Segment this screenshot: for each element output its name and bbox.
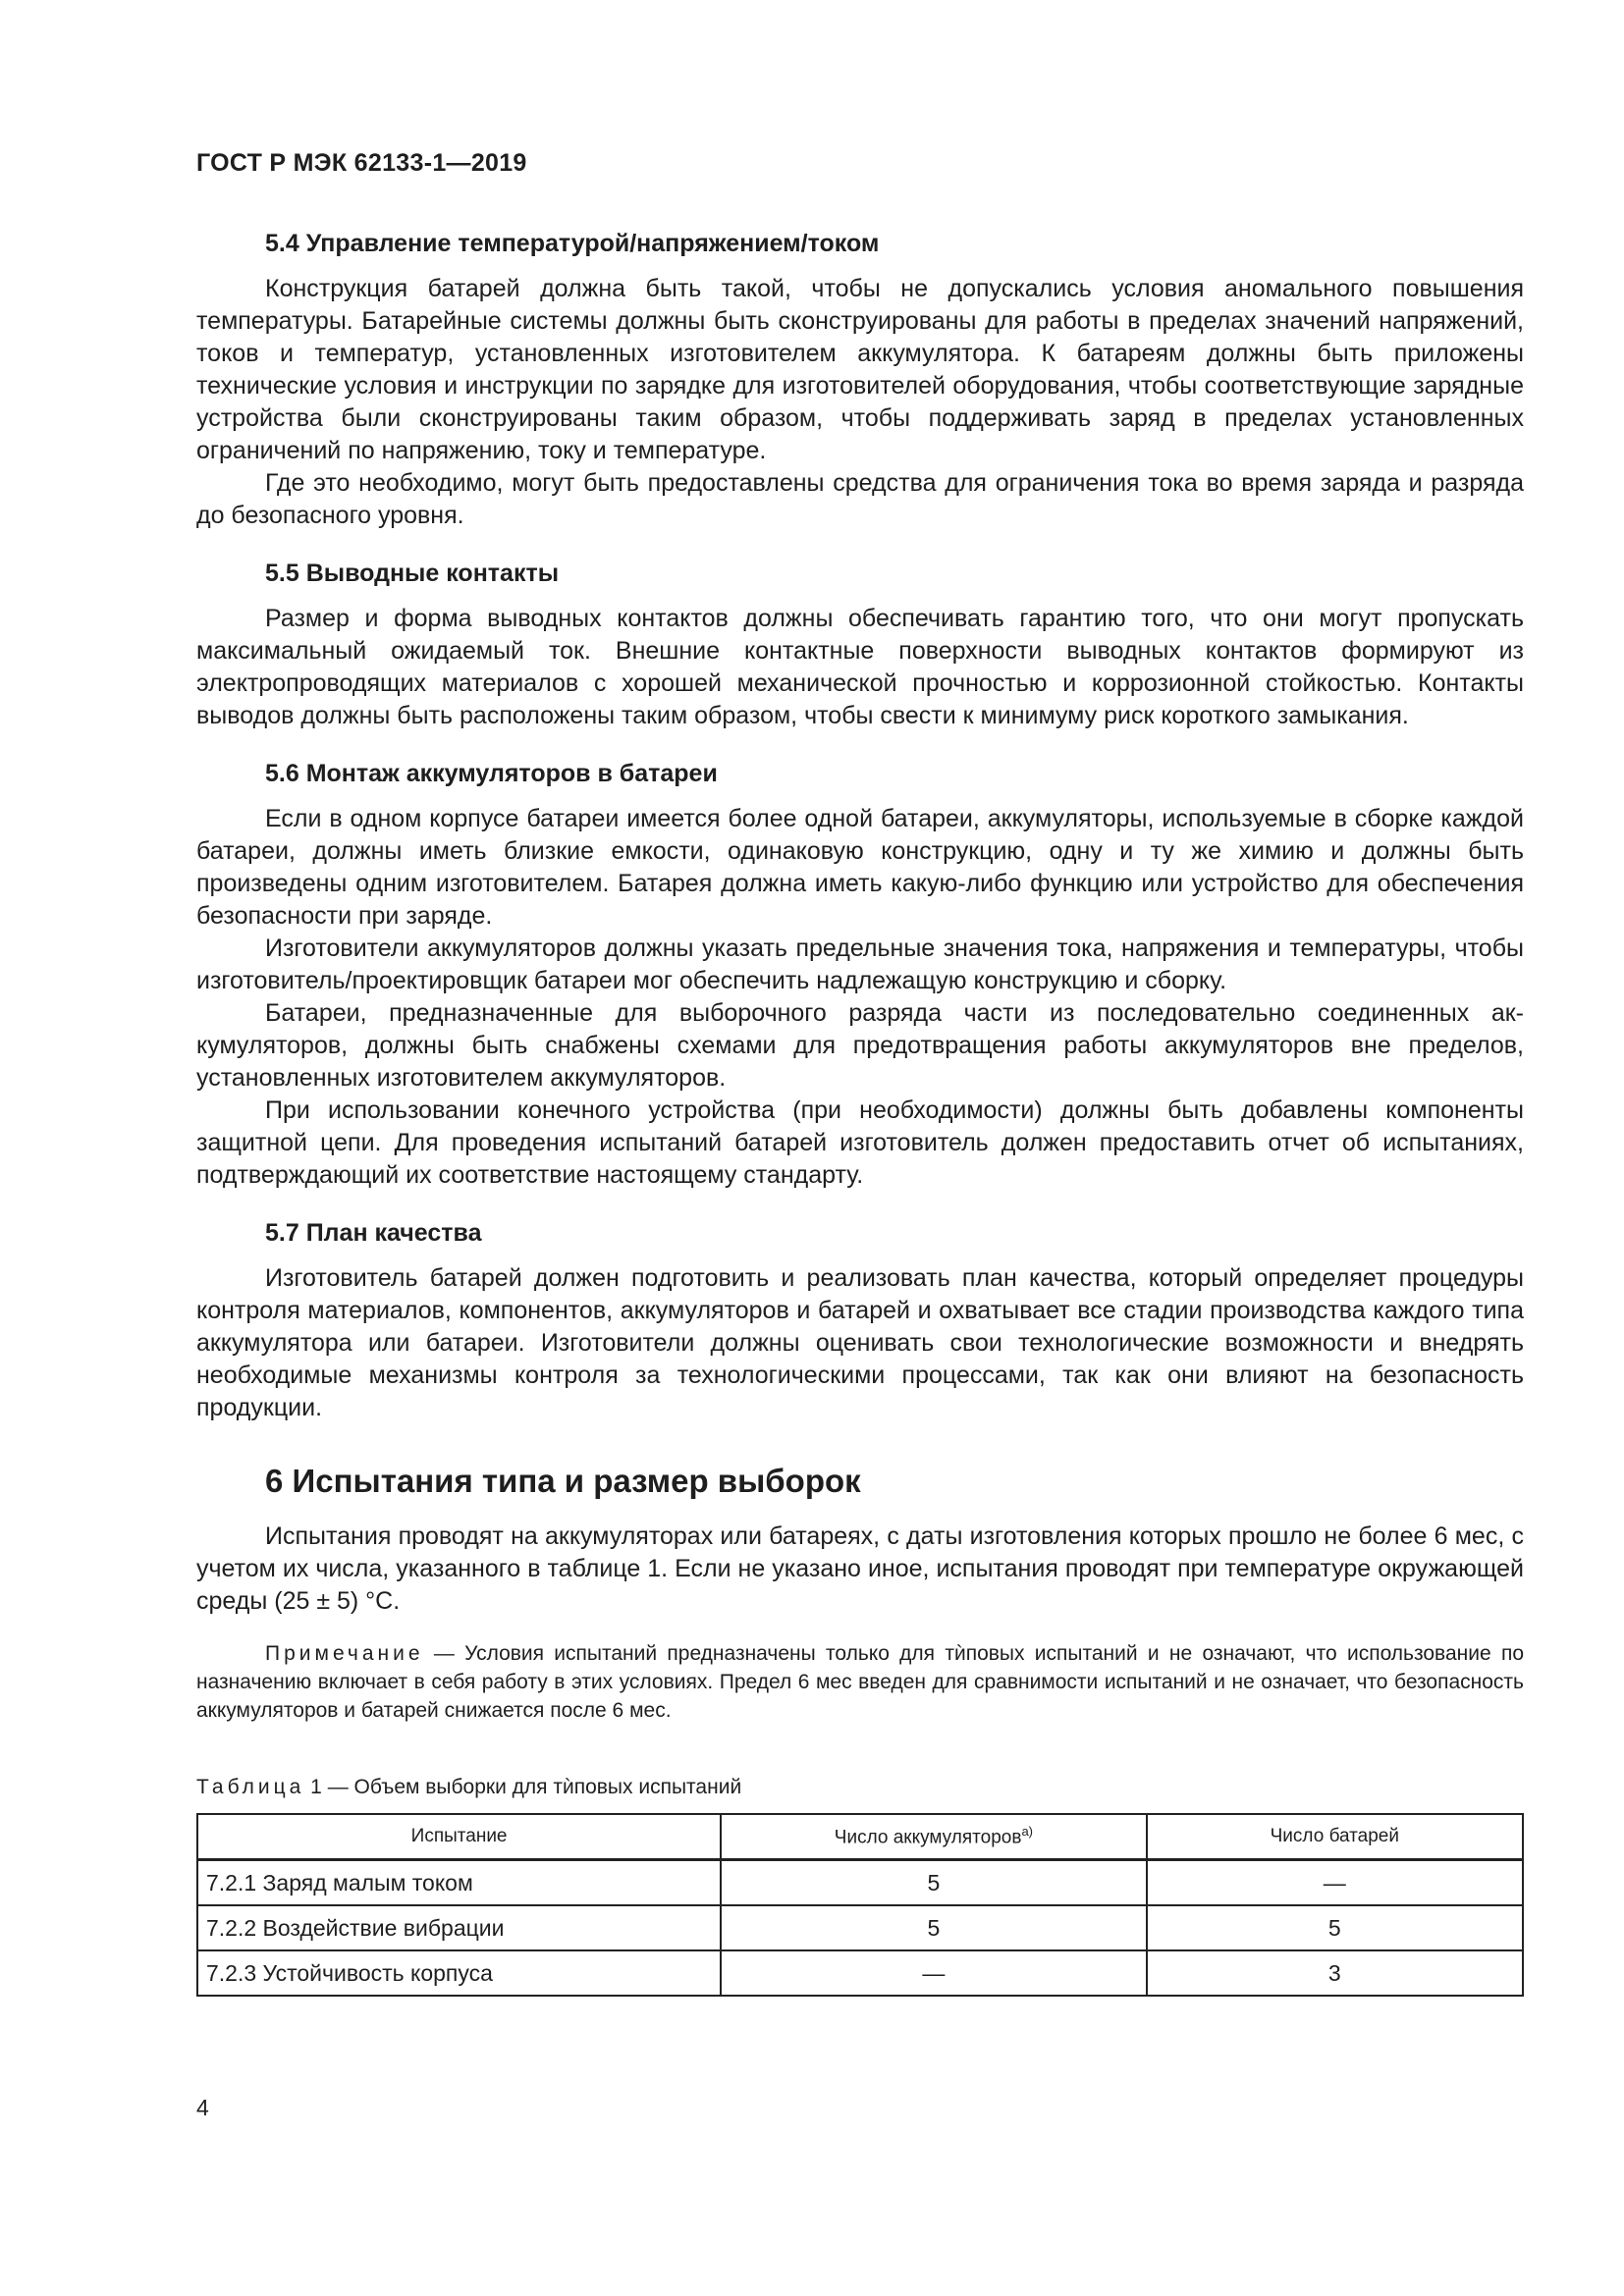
paragraph: При использовании конечного устройства (при необходимости) должны быть добавлены компоненты защитной цепи. Для проведения испытаний батарей изготовитель должен предоставить отчет об испытаниях, подтверждающий их соответствие настоящему стандарту.	[196, 1096, 1524, 1189]
table-cell-batteries: —	[1147, 1860, 1523, 1906]
table-row	[197, 1860, 1523, 1906]
section-heading: 5.6 Монтаж аккумуляторов в батареи	[265, 760, 718, 787]
section-heading: 5.7 План качества	[265, 1219, 482, 1247]
paragraph: Где это необходимо, могут быть предоставлены средства для ограничения тока во время заряда и разряда до безопасного уровня.	[196, 469, 1524, 529]
section-5-6	[196, 758, 1524, 1192]
column-header-cells	[721, 1814, 1146, 1860]
chapter-heading: 6 Испытания типа и размер выборок	[265, 1463, 861, 1499]
table-cell-cells: 5	[721, 1860, 1146, 1906]
section-6	[196, 1462, 1524, 1725]
sample-size-table	[196, 1813, 1524, 1997]
table-caption	[196, 1774, 1524, 1801]
page-number: 4	[196, 2095, 209, 2120]
section-heading: 5.4 Управление температурой/напряжением/током	[265, 230, 880, 257]
paragraph: Батареи, предназначенные для выборочного разряда части из последовательно соединенных аккумуляторов, должны быть снабжены схемами для предотвращения работы аккумуляторов вне пределов, установленных изготовителем аккумуляторов.	[196, 999, 1524, 1092]
column-header-cells-label: Число аккумуляторов	[834, 1827, 1022, 1848]
paragraph: Размер и форма выводных контактов должны обеспечивать гарантию того, что они могут пропускать максимальный ожидаемый ток. Внешние контактные поверхности выводных контактов формируют из электропроводящих материалов с хорошей механической прочностью и коррозионной стойкостью. Контакты выводов должны быть расположены таким образом, чтобы свести к минимуму риск короткого замыкания.	[196, 605, 1524, 729]
section-5-4	[196, 228, 1524, 532]
paragraph: Испытания проводят на аккумуляторах или батареях, с даты изготовления которых прошло не более 6 мес, с учетом их числа, указанного в таблице 1. Если не указано иное, испытания проводят при температуре окружающей среды (25 ± 5) °C.	[196, 1522, 1524, 1615]
table-cell-cells: —	[721, 1950, 1146, 1996]
table-caption-text: 1 — Объем выборки для тѝповых испытаний	[304, 1776, 742, 1798]
table-cell-batteries: 3	[1147, 1950, 1523, 1996]
table-row	[197, 1905, 1523, 1950]
column-header-test: Испытание	[197, 1814, 721, 1860]
document-body	[196, 228, 1524, 1997]
section-heading: 5.5 Выводные контакты	[265, 560, 560, 587]
table-cell-batteries: 5	[1147, 1905, 1523, 1950]
note-text: — Условия испытаний предназначены только для тѝповых испытаний и не означают, что использование по назначению включает в себя работу в этих условиях. Предел 6 мес введен для сравнимости испытаний и не означает, что безопасность аккумуляторов и батарей снижается после 6 мес.	[196, 1642, 1524, 1722]
paragraph: Изготовители аккумуляторов должны указать предельные значения тока, напряжения и температуры, чтобы изготовитель/проектировщик батареи мог обеспечить надлежащую конструкцию и сборку.	[196, 934, 1524, 994]
note-label: Примечание	[265, 1642, 424, 1665]
table-cell-test: 7.2.1 Заряд малым током	[197, 1860, 721, 1906]
note	[196, 1639, 1524, 1725]
table-caption-label: Таблица	[196, 1776, 305, 1798]
table-header-row	[197, 1814, 1523, 1860]
column-header-batteries: Число батарей	[1147, 1814, 1523, 1860]
paragraph: Если в одном корпусе батареи имеется более одной батареи, аккумуляторы, используемые в сборке каждой батареи, должны иметь близкие емкости, одинаковую конструкцию, одну и ту же химию и должны быть произведены одним изготовителем. Батарея должна иметь какую-либо функцию или устройство для обеспечения безопасности при заряде.	[196, 805, 1524, 930]
table-cell-test: 7.2.3 Устойчивость корпуса	[197, 1950, 721, 1996]
section-5-5	[196, 558, 1524, 732]
section-5-7	[196, 1217, 1524, 1424]
footnote-marker: а)	[1021, 1824, 1033, 1840]
paragraph: Изготовитель батарей должен подготовить и реализовать план качества, который определяет процедуры контроля материалов, компонентов, аккумуляторов и батарей и охватывает все стадии производства каждого типа аккумулятора или батареи. Изготовители должны оценивать свои технологические возможности и внедрять необходимые механизмы контроля за технологическими процессами, так как они влияют на безопасность продукции.	[196, 1264, 1524, 1421]
table-cell-test: 7.2.2 Воздействие вибрации	[197, 1905, 721, 1950]
document-header: ГОСТ Р МЭК 62133-1—2019	[196, 149, 527, 177]
table-cell-cells: 5	[721, 1905, 1146, 1950]
paragraph: Конструкция батарей должна быть такой, чтобы не допускались условия аномального повышения температуры. Батарейные системы должны быть сконструированы для работы в пределах значений напряжений, токов и температур, установленных изготовителем аккумулятора. К батареям должны быть приложены технические условия и инструкции по зарядке для изготовителей оборудования, чтобы соответствующие зарядные устройства были сконструированы таким образом, чтобы поддерживать заряд в пределах установленных ограничений по напряжению, току и температуре.	[196, 275, 1524, 464]
table-row	[197, 1950, 1523, 1996]
